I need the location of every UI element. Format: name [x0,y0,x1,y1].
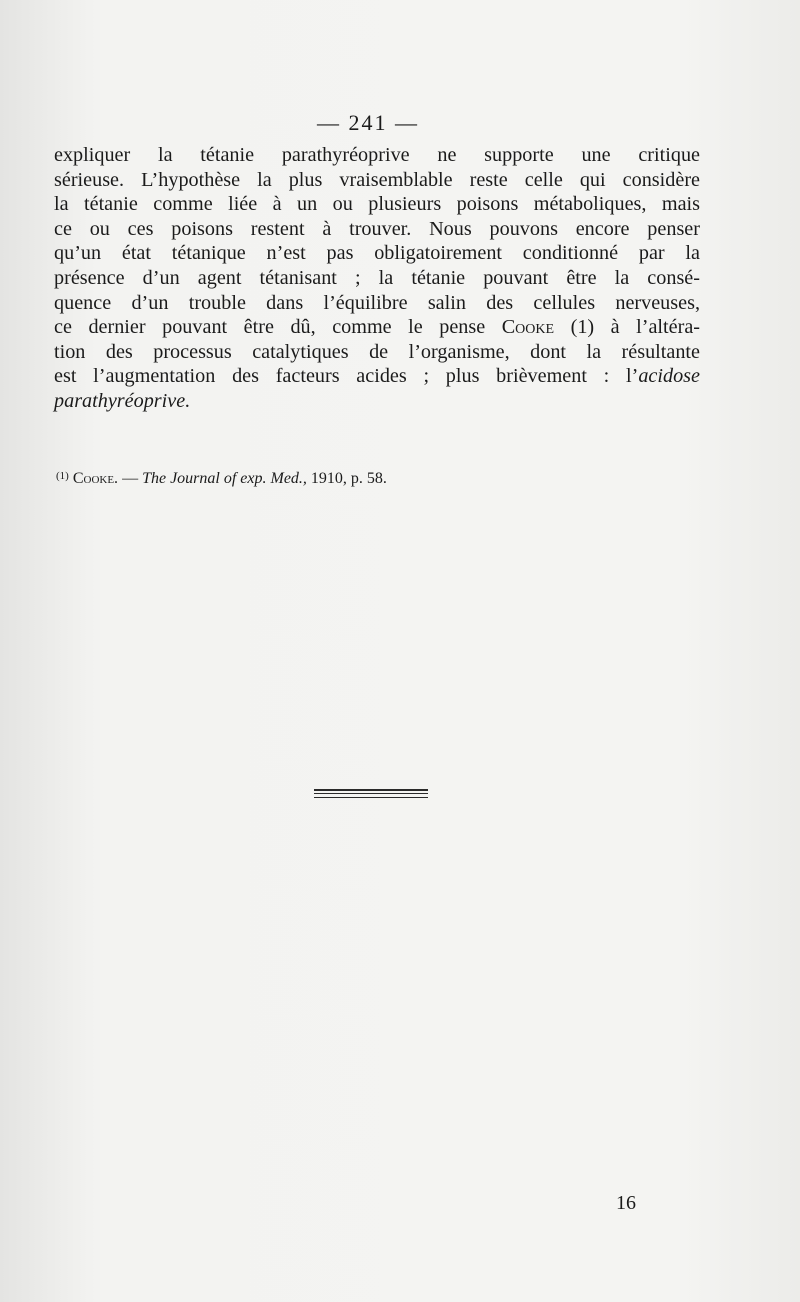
text-line: présence d’un agent tétanisant ; la tétanie pouvant être la consé- [54,266,700,289]
footnote [56,470,696,488]
footnote-journal: The Journal of exp. Med., [142,470,307,487]
page-number-top: — 241 — [317,110,419,135]
text-segment: ce dernier pouvant être dû, comme le pense [54,316,486,339]
section-end-rule [314,789,428,798]
italic-term: acidose [638,365,700,388]
footnote-marker: (1) [56,470,69,482]
text-line: qu’un état tétanique n’est pas obligatoirement conditionné par la [54,242,700,265]
text-segment: est l’augmentation des facteurs acides ; plus brièvement : l’ [54,365,639,388]
italic-term: parathyréoprive. [54,389,191,412]
body-paragraph [54,143,700,414]
text-line [54,315,700,340]
text-segment: (1) à l’altéra- [570,316,701,339]
footnote-dash: — [122,470,139,487]
text-line: expliquer la tétanie parathyréoprive ne supporte une critique [54,144,700,166]
text-line: sérieuse. L’hypothèse la plus vraisemblable reste celle qui considère [54,168,700,191]
author-name: Cooke [501,316,555,339]
text-line: quence d’un trouble dans l’équilibre salin des cellules nerveuses, [54,291,700,314]
text-line: tion des processus catalytiques de l’organisme, dont la résultante [54,340,700,363]
footnote-author: Cooke. [72,470,119,487]
text-line: ce ou ces poisons restent à trouver. Nous pouvons encore penser [54,217,700,240]
text-line: la tétanie comme liée à un ou plusieurs poisons métaboliques, mais [54,193,700,216]
text-line [54,389,700,414]
text-line [54,364,700,389]
signature-number: 16 [616,1192,636,1214]
footnote-details: 1910, p. 58. [310,470,387,487]
